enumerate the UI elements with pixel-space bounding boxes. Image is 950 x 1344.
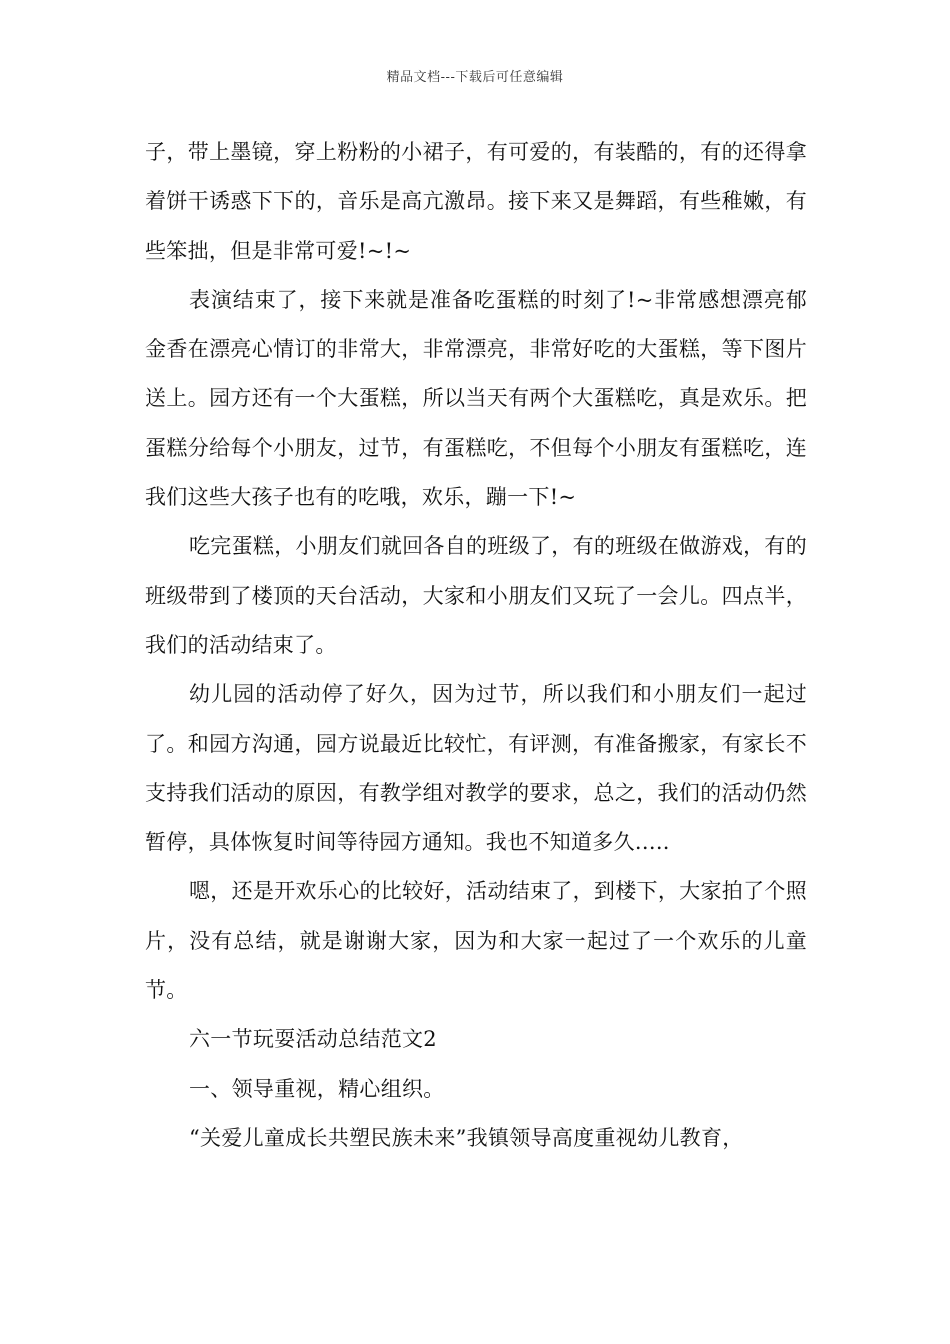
paragraph-4: 幼儿园的活动停了好久，因为过节，所以我们和小朋友们一起过了。和园方沟通，园方说最近比较忙，有评测，有准备搬家，有家长不支持我们活动的原因，有教学组对教学的要求，总之，我们的活动仍然暂停，具体恢复时间等待园方通知。我也不知道多久..... <box>145 682 807 855</box>
paragraph-2: 表演结束了，接下来就是准备吃蛋糕的时刻了!~非常感想漂亮郁金香在漂亮心情订的非常大，非常漂亮，非常好吃的大蛋糕，等下图片送上。园方还有一个大蛋糕，所以当天有两个大蛋糕吃，真是欢乐。把蛋糕分给每个小朋友，过节，有蛋糕吃，不但每个小朋友有蛋糕吃，连我们这些大孩子也有的吃哦，欢乐，蹦一下!~ <box>145 287 807 510</box>
section-title: 六一节玩耍活动总结范文2 <box>189 1027 437 1052</box>
paragraph-5: 嗯，还是开欢乐心的比较好，活动结束了，到楼下，大家拍了个照片，没有总结，就是谢谢大家，因为和大家一起过了一个欢乐的儿童节。 <box>145 879 807 1003</box>
page-header: 精品文档---下载后可任意编辑 <box>386 70 564 85</box>
paragraph-6: “关爱儿童成长共塑民族未来”我镇领导高度重视幼儿教育， <box>189 1125 744 1150</box>
subheading: 一、领导重视，精心组织。 <box>189 1076 445 1101</box>
document-body <box>145 128 807 1163</box>
paragraph-3: 吃完蛋糕，小朋友们就回各自的班级了，有的班级在做游戏，有的班级带到了楼顶的天台活动，大家和小朋友们又玩了一会儿。四点半，我们的活动结束了。 <box>145 534 807 657</box>
paragraph-1: 子，带上墨镜，穿上粉粉的小裙子，有可爱的，有装酷的，有的还得拿着饼干诱惑下下的，音乐是高亢激昂。接下来又是舞蹈，有些稚嫩，有些笨拙，但是非常可爱!~!~ <box>145 140 807 263</box>
